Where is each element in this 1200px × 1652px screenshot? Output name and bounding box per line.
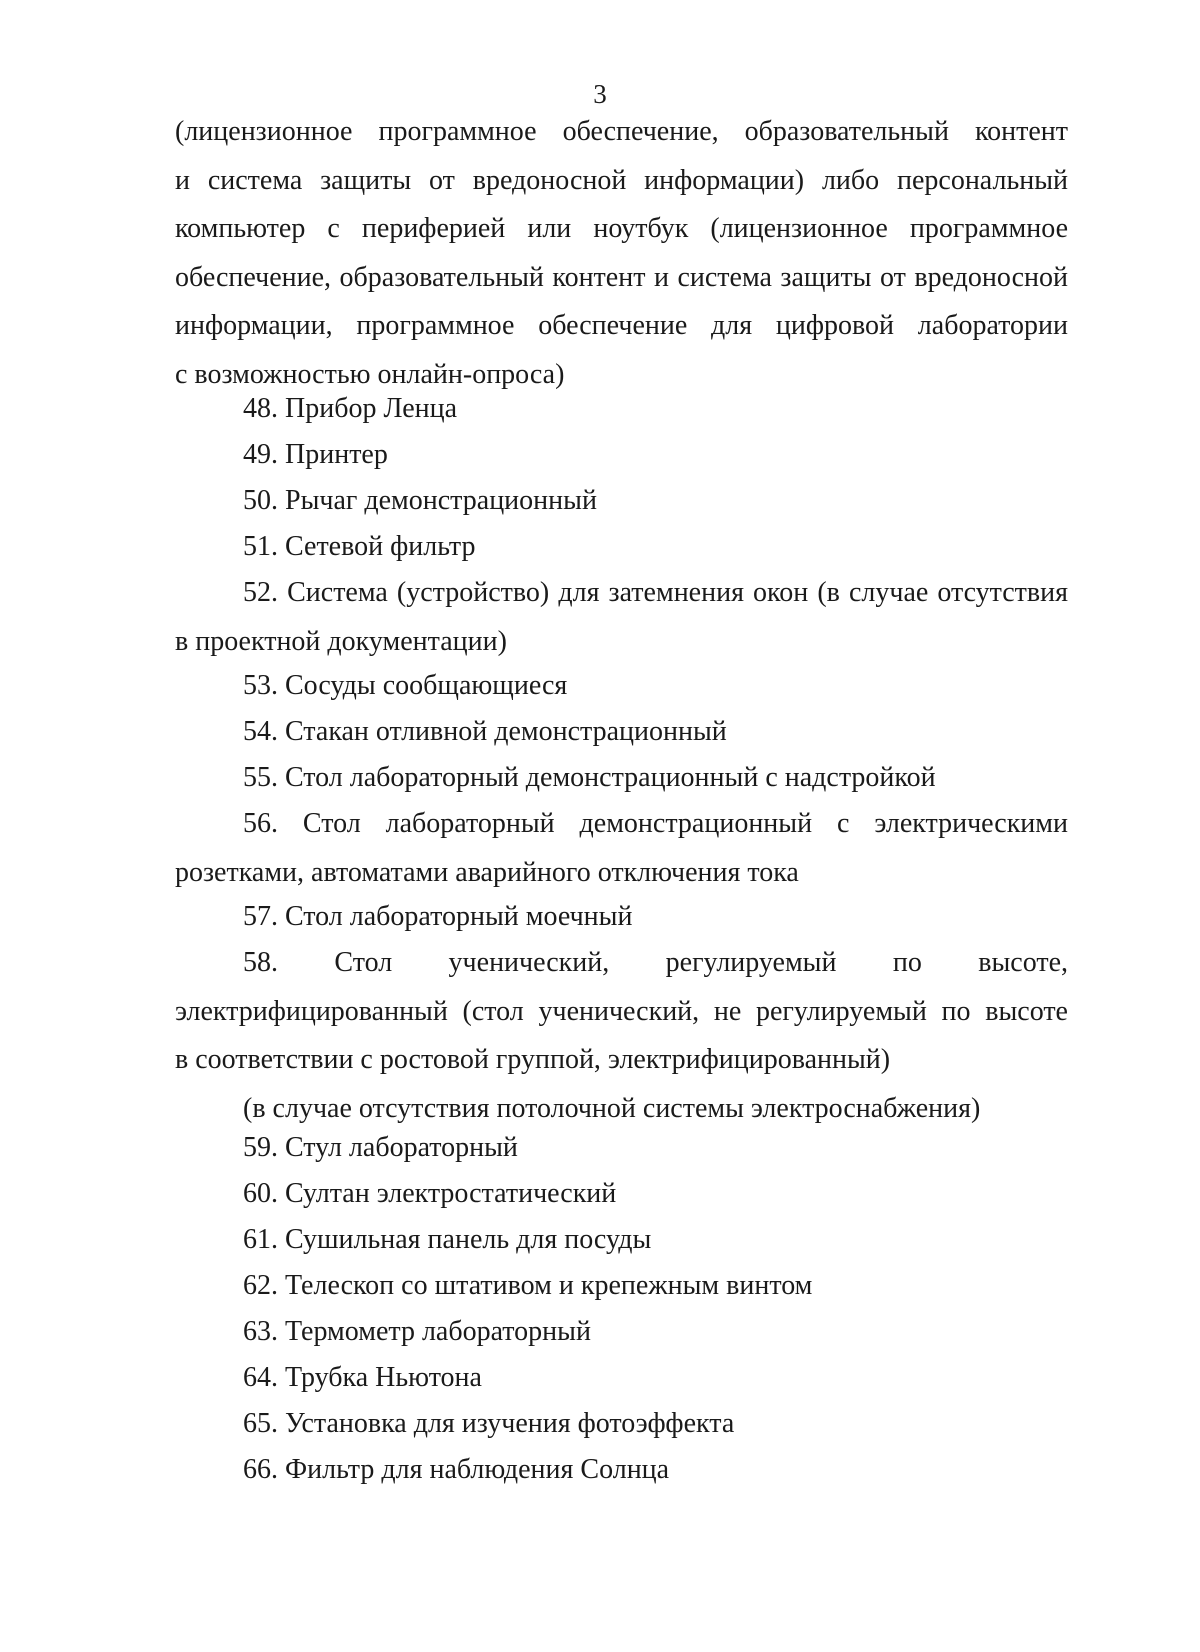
list-item-57: [175, 893, 1068, 942]
list-item-62: [175, 1262, 1068, 1311]
list-item-text: электрифицированный (стол ученический, не регулируемый по высоте: [175, 995, 1068, 1027]
list-item-text: 62. Телескоп со штативом и крепежным винтом: [243, 1270, 813, 1301]
list-item-text: 59. Стул лабораторный: [243, 1132, 518, 1163]
list-item-58: [175, 939, 1068, 1133]
list-item-text: 63. Термометр лабораторный: [243, 1316, 591, 1347]
list-item-55: [175, 754, 1068, 803]
intro-line: обеспечение, образовательный контент и система защиты от вредоносной: [175, 261, 1068, 293]
intro-line: информации, программное обеспечение для цифровой лаборатории: [175, 310, 1068, 341]
intro-line: и система защиты от вредоносной информации) либо персональный: [175, 164, 1068, 196]
list-item-text: 61. Сушильная панель для посуды: [243, 1224, 652, 1255]
list-item-text: 60. Султан электростатический: [243, 1178, 617, 1209]
list-item-66: [175, 1446, 1068, 1495]
list-item-text: 55. Стол лабораторный демонстрационный с надстройкой: [243, 762, 936, 793]
list-item-text: розетками, автоматами аварийного отключения тока: [175, 856, 799, 888]
list-item-64: [175, 1354, 1068, 1403]
list-item-63: [175, 1308, 1068, 1357]
intro-line: с возможностью онлайн-опроса): [175, 358, 565, 390]
list-item-54: [175, 708, 1068, 757]
list-item-text: 57. Стол лабораторный моечный: [243, 901, 633, 932]
list-item-61: [175, 1216, 1068, 1265]
list-item-51: [175, 523, 1068, 572]
list-item-48: [175, 385, 1068, 434]
list-item-text: 58. Стол ученический, регулируемый по высоте,: [243, 947, 1068, 978]
list-item-text: 52. Система (устройство) для затемнения окон (в случае отсутствия: [243, 577, 1068, 608]
list-item-65: [175, 1400, 1068, 1449]
list-item-text: в соответствии с ростовой группой, электрифицированный): [175, 1044, 891, 1075]
list-item-text: 49. Принтер: [243, 439, 388, 470]
list-item-text: 50. Рычаг демонстрационный: [243, 485, 597, 516]
intro-line: компьютер с периферией или ноутбук (лицензионное программное: [175, 213, 1068, 244]
list-item-56: [175, 800, 1068, 897]
list-item-50: [175, 477, 1068, 526]
list-item-52: [175, 569, 1068, 666]
list-item-60: [175, 1170, 1068, 1219]
intro-line: (лицензионное программное обеспечение, образовательный контент: [175, 116, 1068, 147]
list-item-59: [175, 1124, 1068, 1173]
list-item-text: 65. Установка для изучения фотоэффекта: [243, 1408, 735, 1439]
page-number: 3: [593, 79, 607, 109]
list-item-text: в проектной документации): [175, 625, 507, 657]
list-item-49: [175, 431, 1068, 480]
list-item-text: 54. Стакан отливной демонстрационный: [243, 716, 727, 747]
list-item-text: 53. Сосуды сообщающиеся: [243, 670, 568, 701]
intro-paragraph: [175, 108, 1068, 399]
list-item-text: 56. Стол лабораторный демонстрационный с электрическими: [243, 808, 1068, 839]
list-item-text: 48. Прибор Ленца: [243, 393, 458, 424]
list-item-text: (в случае отсутствия потолочной системы электроснабжения): [243, 1092, 981, 1124]
list-item-text: 51. Сетевой фильтр: [243, 531, 476, 562]
list-item-text: 64. Трубка Ньютона: [243, 1362, 482, 1393]
list-item-53: [175, 662, 1068, 711]
list-item-text: 66. Фильтр для наблюдения Солнца: [243, 1454, 670, 1485]
